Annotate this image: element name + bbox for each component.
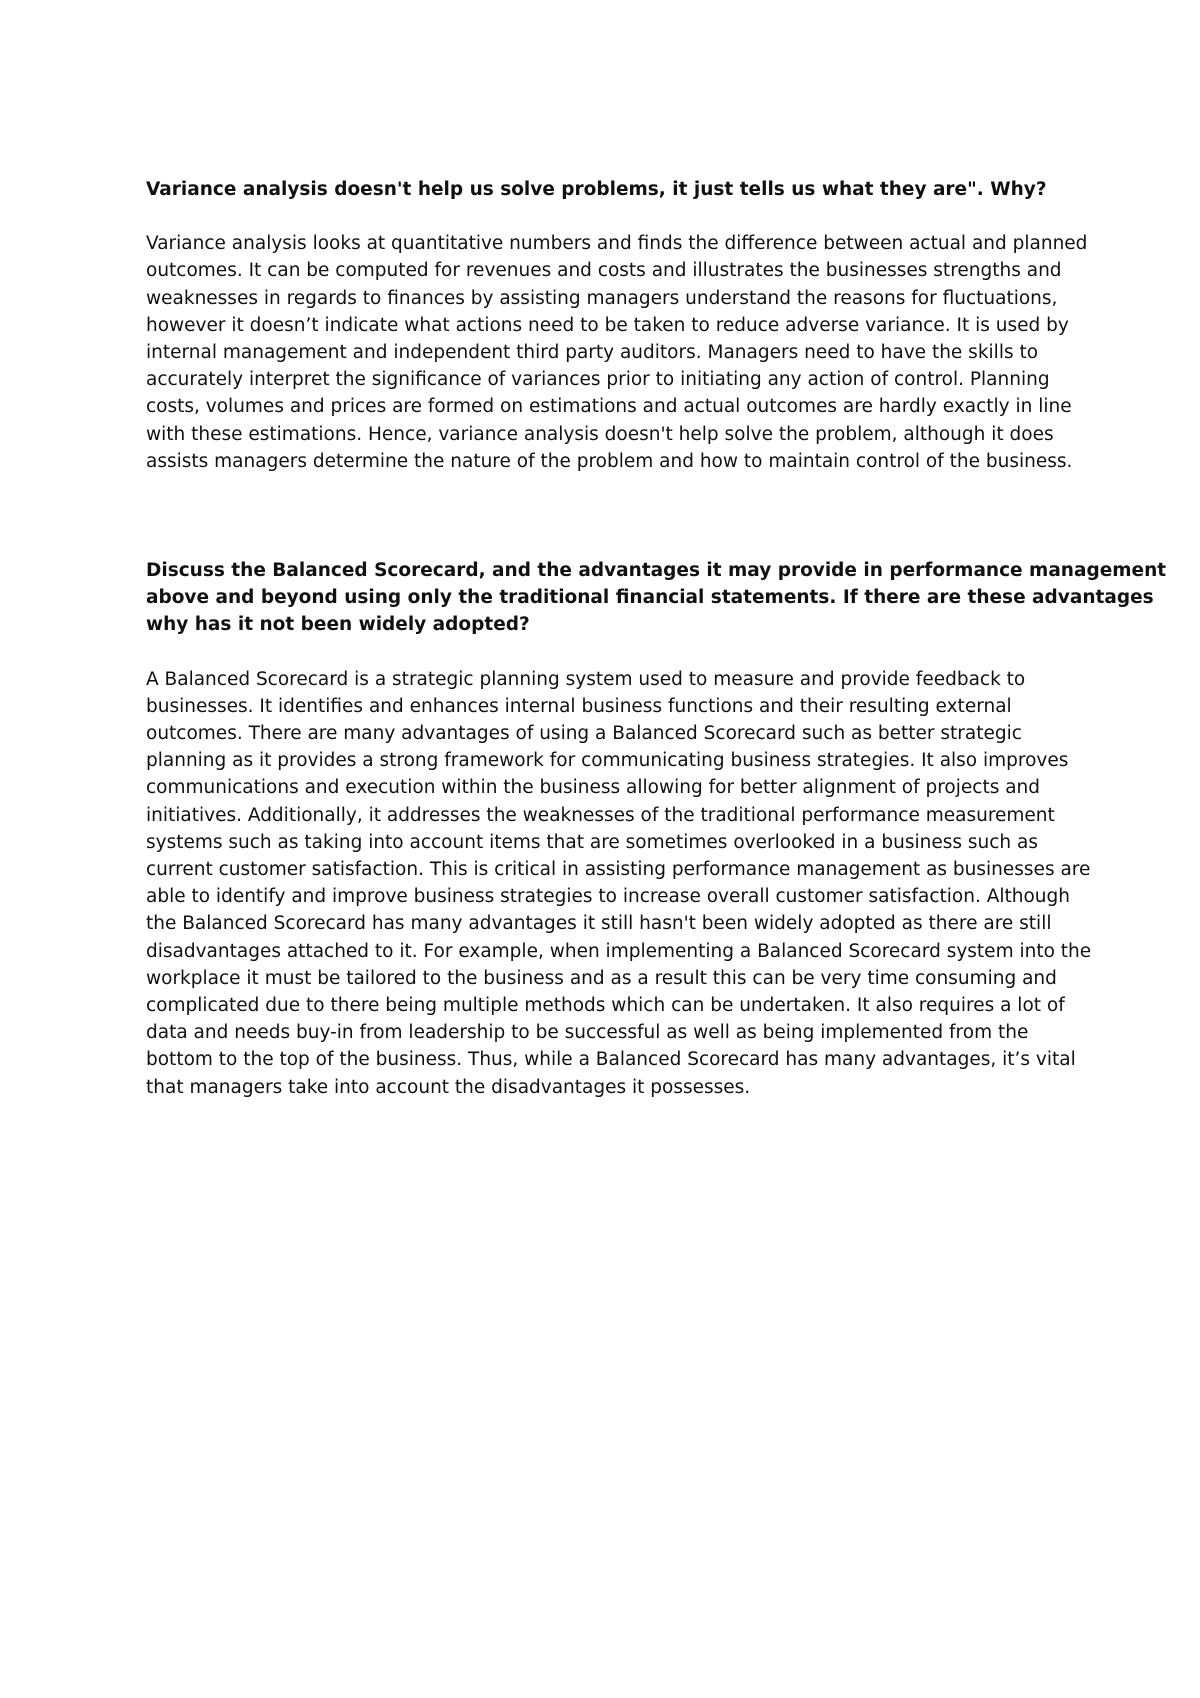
section-1-line: outcomes. It can be computed for revenues and costs and illustrates the businesses strengths and <box>146 260 1062 282</box>
section-1-line: assists managers determine the nature of the problem and how to maintain control of the business. <box>146 450 1073 472</box>
section-2-line: systems such as taking into account items that are sometimes overlooked in a business such as <box>146 831 1039 853</box>
section-2-line: workplace it must be tailored to the business and as a result this can be very time consuming and <box>146 967 1057 989</box>
section-1-line: with these estimations. Hence, variance analysis doesn't help solve the problem, although it does <box>146 423 1054 445</box>
section-1-line: accurately interpret the significance of variances prior to initiating any action of control. Planning <box>146 369 1050 391</box>
spacer <box>146 203 1066 230</box>
document-body <box>146 176 1167 1101</box>
section-1-heading <box>146 176 1066 203</box>
section-2-line: initiatives. Additionally, it addresses the weaknesses of the traditional performance measurement <box>146 804 1055 826</box>
section-2-line: the Balanced Scorecard has many advantages it still hasn't been widely adopted as there are still <box>146 913 1052 935</box>
section-1-heading-line: Variance analysis doesn't help us solve problems, it just tells us what they are". Why? <box>146 179 1047 200</box>
section-2-line: current customer satisfaction. This is critical in assisting performance management as businesses are <box>146 859 1091 881</box>
spacer <box>146 639 1066 666</box>
section-2-line: planning as it provides a strong framework for communicating business strategies. It also improves <box>146 750 1069 772</box>
section-spacer <box>146 475 1066 557</box>
section-2-line: outcomes. There are many advantages of using a Balanced Scorecard such as better strategic <box>146 723 1022 745</box>
section-1-paragraph <box>146 230 1088 475</box>
section-2-line: businesses. It identifies and enhances internal business functions and their resulting external <box>146 695 1012 717</box>
section-2-heading <box>146 557 1167 639</box>
section-1-line: Variance analysis looks at quantitative numbers and finds the difference between actual and planned <box>146 233 1088 255</box>
section-2-line: complicated due to there being multiple methods which can be undertaken. It also requires a lot of <box>146 995 1065 1017</box>
section-2-line: A Balanced Scorecard is a strategic planning system used to measure and provide feedback to <box>146 668 1026 690</box>
section-2-line: able to identify and improve business strategies to increase overall customer satisfaction. Although <box>146 886 1070 908</box>
section-2-paragraph <box>146 666 1092 1101</box>
section-1-line: costs, volumes and prices are formed on estimations and actual outcomes are hardly exactly in line <box>146 396 1072 418</box>
section-2-line: that managers take into account the disadvantages it possesses. <box>146 1076 751 1098</box>
section-2-heading-line: Discuss the Balanced Scorecard, and the advantages it may provide in performance management <box>146 560 1167 582</box>
section-2-line: data and needs buy-in from leadership to be successful as well as being implemented from the <box>146 1022 1029 1044</box>
section-2-line: bottom to the top of the business. Thus, while a Balanced Scorecard has many advantages, it’s vital <box>146 1049 1076 1071</box>
section-1-line: weaknesses in regards to finances by assisting managers understand the reasons for fluctuations, <box>146 287 1058 309</box>
section-2-heading-line: above and beyond using only the traditional financial statements. If there are these advantages <box>146 587 1154 609</box>
section-1-line: however it doesn’t indicate what actions need to be taken to reduce adverse variance. It is used by <box>146 314 1069 336</box>
section-2-line: disadvantages attached to it. For example, when implementing a Balanced Scorecard system into the <box>146 940 1092 962</box>
section-2-line: communications and execution within the business allowing for better alignment of projects and <box>146 777 1041 799</box>
section-2-heading-line: why has it not been widely adopted? <box>146 614 530 636</box>
section-1-line: internal management and independent third party auditors. Managers need to have the skills to <box>146 342 1039 364</box>
